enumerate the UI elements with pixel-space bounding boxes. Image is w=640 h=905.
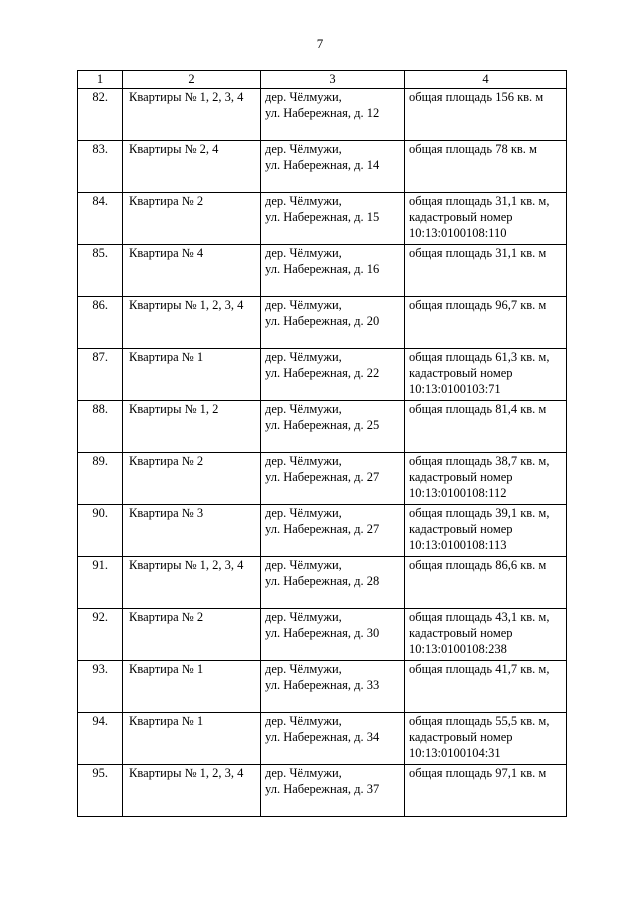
row-number: 84. xyxy=(78,193,123,245)
address-line-1: дер. Чёлмужи, xyxy=(265,558,342,572)
row-number: 87. xyxy=(78,349,123,401)
address-line-1: дер. Чёлмужи, xyxy=(265,142,342,156)
address-line-1: дер. Чёлмужи, xyxy=(265,662,342,676)
address-line-1: дер. Чёлмужи, xyxy=(265,454,342,468)
address-line-1: дер. Чёлмужи, xyxy=(265,246,342,260)
description-line-1: общая площадь 97,1 кв. м xyxy=(409,766,547,780)
table-row xyxy=(78,713,567,765)
page-number: 7 xyxy=(316,36,324,51)
address-line-1: дер. Чёлмужи, xyxy=(265,506,342,520)
object-description xyxy=(405,193,567,245)
address-line-1: дер. Чёлмужи, xyxy=(265,194,342,208)
object-name xyxy=(123,557,261,609)
object-name xyxy=(123,453,261,505)
object-address xyxy=(261,765,405,817)
address-line-2: ул. Набережная, д. 12 xyxy=(265,106,380,120)
description-line-2: кадастровый номер xyxy=(409,366,513,380)
object-description xyxy=(405,661,567,713)
table-row xyxy=(78,505,567,557)
object-address xyxy=(261,609,405,661)
row-number: 85. xyxy=(78,245,123,297)
table-row xyxy=(78,609,567,661)
address-line-2: ул. Набережная, д. 15 xyxy=(265,210,380,224)
object-text: Квартиры № 1, 2 xyxy=(129,402,219,416)
object-name xyxy=(123,661,261,713)
address-line-2: ул. Набережная, д. 22 xyxy=(265,366,380,380)
object-address xyxy=(261,713,405,765)
description-line-2: кадастровый номер xyxy=(409,522,513,536)
description-line-1: общая площадь 39,1 кв. м, xyxy=(409,506,550,520)
object-name xyxy=(123,245,261,297)
address-line-2: ул. Набережная, д. 25 xyxy=(265,418,380,432)
address-line-1: дер. Чёлмужи, xyxy=(265,610,342,624)
object-text: Квартиры № 1, 2, 3, 4 xyxy=(129,558,244,572)
row-number: 82. xyxy=(78,89,123,141)
address-line-2: ул. Набережная, д. 30 xyxy=(265,626,380,640)
address-line-2: ул. Набережная, д. 27 xyxy=(265,522,380,536)
address-line-2: ул. Набережная, д. 14 xyxy=(265,158,380,172)
row-number: 91. xyxy=(78,557,123,609)
table-row xyxy=(78,349,567,401)
description-line-1: общая площадь 41,7 кв. м, xyxy=(409,662,550,676)
table-row xyxy=(78,765,567,817)
object-address xyxy=(261,245,405,297)
object-text: Квартира № 1 xyxy=(129,662,204,676)
address-line-1: дер. Чёлмужи, xyxy=(265,90,342,104)
table-row xyxy=(78,245,567,297)
address-line-1: дер. Чёлмужи, xyxy=(265,714,342,728)
object-name xyxy=(123,609,261,661)
object-name xyxy=(123,89,261,141)
row-number: 94. xyxy=(78,713,123,765)
description-line-1: общая площадь 156 кв. м xyxy=(409,90,544,104)
object-name xyxy=(123,141,261,193)
object-description xyxy=(405,89,567,141)
address-line-2: ул. Набережная, д. 34 xyxy=(265,730,380,744)
description-line-2: кадастровый номер xyxy=(409,730,513,744)
object-text: Квартиры № 2, 4 xyxy=(129,142,219,156)
object-name xyxy=(123,193,261,245)
object-text: Квартиры № 1, 2, 3, 4 xyxy=(129,90,244,104)
description-line-1: общая площадь 86,6 кв. м xyxy=(409,558,547,572)
table-row xyxy=(78,89,567,141)
row-number: 93. xyxy=(78,661,123,713)
object-description xyxy=(405,349,567,401)
object-name xyxy=(123,401,261,453)
object-text: Квартира № 1 xyxy=(129,350,204,364)
description-line-3: 10:13:0100108:113 xyxy=(409,538,507,552)
object-address xyxy=(261,193,405,245)
description-line-1: общая площадь 31,1 кв. м xyxy=(409,246,547,260)
row-number: 92. xyxy=(78,609,123,661)
header-col-4: 4 xyxy=(405,71,567,89)
row-number: 88. xyxy=(78,401,123,453)
table-row xyxy=(78,401,567,453)
object-address xyxy=(261,89,405,141)
object-description xyxy=(405,453,567,505)
address-line-2: ул. Набережная, д. 37 xyxy=(265,782,380,796)
description-line-1: общая площадь 78 кв. м xyxy=(409,142,537,156)
object-description xyxy=(405,141,567,193)
object-address xyxy=(261,557,405,609)
object-address xyxy=(261,297,405,349)
object-name xyxy=(123,349,261,401)
object-name xyxy=(123,505,261,557)
object-name xyxy=(123,297,261,349)
description-line-2: кадастровый номер xyxy=(409,470,513,484)
address-line-1: дер. Чёлмужи, xyxy=(265,766,342,780)
object-description xyxy=(405,505,567,557)
object-address xyxy=(261,349,405,401)
header-col-3: 3 xyxy=(261,71,405,89)
object-address xyxy=(261,453,405,505)
table-row xyxy=(78,453,567,505)
object-description xyxy=(405,765,567,817)
table-body xyxy=(78,89,567,817)
object-description xyxy=(405,557,567,609)
object-description xyxy=(405,401,567,453)
table-row xyxy=(78,661,567,713)
address-line-1: дер. Чёлмужи, xyxy=(265,298,342,312)
header-col-1: 1 xyxy=(78,71,123,89)
address-line-2: ул. Набережная, д. 28 xyxy=(265,574,380,588)
object-text: Квартира № 2 xyxy=(129,610,204,624)
object-text: Квартира № 2 xyxy=(129,194,204,208)
object-address xyxy=(261,401,405,453)
object-name xyxy=(123,765,261,817)
object-text: Квартира № 3 xyxy=(129,506,204,520)
table-row xyxy=(78,557,567,609)
object-text: Квартира № 2 xyxy=(129,454,204,468)
row-number: 89. xyxy=(78,453,123,505)
header-col-2: 2 xyxy=(123,71,261,89)
table-header xyxy=(78,71,567,89)
description-line-3: 10:13:0100108:110 xyxy=(409,226,507,240)
description-line-1: общая площадь 31,1 кв. м, xyxy=(409,194,550,208)
address-line-2: ул. Набережная, д. 20 xyxy=(265,314,380,328)
description-line-1: общая площадь 38,7 кв. м, xyxy=(409,454,550,468)
object-description xyxy=(405,713,567,765)
address-line-2: ул. Набережная, д. 16 xyxy=(265,262,380,276)
header-row xyxy=(78,71,567,89)
property-table xyxy=(77,70,567,817)
row-number: 86. xyxy=(78,297,123,349)
table-row xyxy=(78,141,567,193)
address-line-2: ул. Набережная, д. 33 xyxy=(265,678,380,692)
table-row xyxy=(78,193,567,245)
table-row xyxy=(78,297,567,349)
description-line-1: общая площадь 81,4 кв. м xyxy=(409,402,547,416)
description-line-3: 10:13:0100103:71 xyxy=(409,382,501,396)
description-line-3: 10:13:0100104:31 xyxy=(409,746,501,760)
object-description xyxy=(405,245,567,297)
object-address xyxy=(261,661,405,713)
description-line-3: 10:13:0100108:112 xyxy=(409,486,507,500)
description-line-1: общая площадь 61,3 кв. м, xyxy=(409,350,550,364)
description-line-3: 10:13:0100108:238 xyxy=(409,642,507,656)
description-line-1: общая площадь 55,5 кв. м, xyxy=(409,714,550,728)
object-text: Квартира № 1 xyxy=(129,714,204,728)
object-description xyxy=(405,609,567,661)
row-number: 95. xyxy=(78,765,123,817)
object-text: Квартиры № 1, 2, 3, 4 xyxy=(129,766,244,780)
row-number: 90. xyxy=(78,505,123,557)
object-text: Квартиры № 1, 2, 3, 4 xyxy=(129,298,244,312)
object-text: Квартира № 4 xyxy=(129,246,204,260)
description-line-2: кадастровый номер xyxy=(409,210,513,224)
object-description xyxy=(405,297,567,349)
object-address xyxy=(261,505,405,557)
address-line-1: дер. Чёлмужи, xyxy=(265,402,342,416)
address-line-1: дер. Чёлмужи, xyxy=(265,350,342,364)
description-line-1: общая площадь 96,7 кв. м xyxy=(409,298,547,312)
description-line-1: общая площадь 43,1 кв. м, xyxy=(409,610,550,624)
description-line-2: кадастровый номер xyxy=(409,626,513,640)
object-address xyxy=(261,141,405,193)
object-name xyxy=(123,713,261,765)
row-number: 83. xyxy=(78,141,123,193)
address-line-2: ул. Набережная, д. 27 xyxy=(265,470,380,484)
